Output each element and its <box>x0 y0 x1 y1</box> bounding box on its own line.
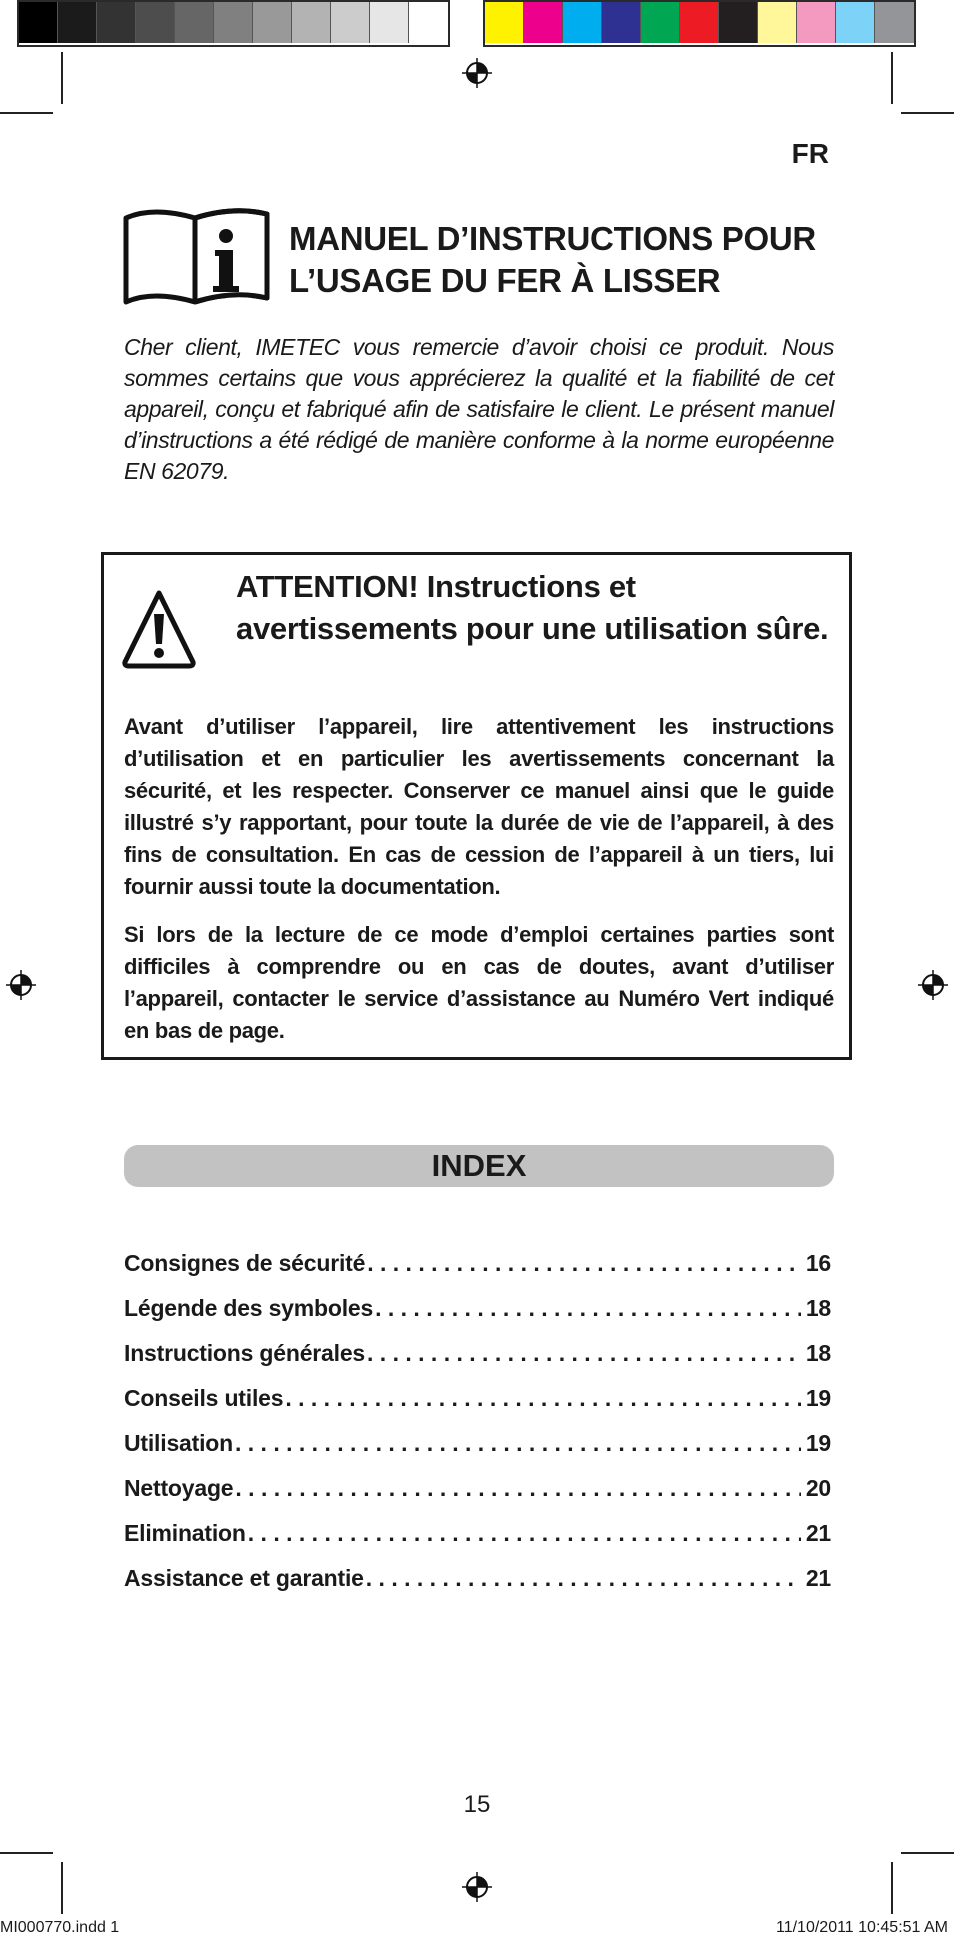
toc-entry-label: Assistance et garantie <box>124 1565 364 1591</box>
warning-triangle-icon <box>121 588 197 672</box>
toc-entry[interactable] <box>124 1520 831 1565</box>
color-swatch <box>214 2 253 43</box>
title-line-1: MANUEL D’INSTRUCTIONS POUR <box>289 220 816 257</box>
toc-entry[interactable] <box>124 1430 831 1475</box>
warning-paragraph-1: Avant d’utiliser l’appareil, lire attentivement les instructions d’utilisation et en particulier les avertissements concernant la sécurité, et les respecter. Conserver ce manuel ainsi que le guide illustré s’y rapportant, pour toute la durée de vie de l’appareil, à des fins de consultation. En cas de cession de l’appareil à un tiers, lui fournir aussi toute la documentation. <box>124 714 834 899</box>
toc-entry-page: 21 <box>805 1565 831 1591</box>
index-heading: INDEX <box>124 1145 834 1187</box>
color-swatch <box>19 2 58 43</box>
toc-leader-dots <box>367 1340 801 1367</box>
toc-entry-page: 18 <box>805 1295 831 1321</box>
toc-entry[interactable] <box>124 1250 831 1295</box>
crop-mark <box>891 1862 893 1914</box>
color-swatch <box>292 2 331 43</box>
crop-mark <box>901 1852 954 1854</box>
color-swatch <box>58 2 97 43</box>
toc-entry-page: 20 <box>805 1475 831 1501</box>
registration-mark-icon <box>462 58 492 88</box>
toc-entry-page: 19 <box>805 1385 831 1411</box>
grayscale-calibration-bar <box>17 0 450 47</box>
toc-entry-label: Instructions générales <box>124 1340 366 1366</box>
color-swatch <box>97 2 136 43</box>
crop-mark <box>0 112 53 114</box>
crop-mark <box>901 112 954 114</box>
title-line-2: L’USAGE DU FER À LISSER <box>289 262 721 299</box>
print-file-name: MI000770.indd 1 <box>0 1919 120 1936</box>
color-swatch <box>602 2 641 43</box>
print-timestamp: 11/10/2011 10:45:51 AM <box>776 1919 948 1936</box>
toc-entry[interactable] <box>124 1565 831 1610</box>
toc-entry-page: 21 <box>805 1520 831 1546</box>
toc-entry-label: Conseils utiles <box>124 1385 284 1411</box>
toc-entry[interactable] <box>124 1295 831 1340</box>
toc-entry-page: 16 <box>805 1250 831 1276</box>
color-swatch <box>758 2 797 43</box>
registration-mark-icon <box>462 1872 492 1902</box>
color-swatch <box>175 2 214 43</box>
color-swatch <box>524 2 563 43</box>
color-swatch <box>136 2 175 43</box>
toc-entry-label: Nettoyage <box>124 1475 234 1501</box>
toc-entry-label: Consignes de sécurité <box>124 1250 366 1276</box>
crop-mark <box>61 1862 63 1914</box>
instruction-manual-icon <box>123 204 271 308</box>
toc-leader-dots <box>235 1475 801 1502</box>
crop-mark <box>0 1852 53 1854</box>
toc-leader-dots <box>285 1385 801 1412</box>
crop-mark <box>61 52 63 104</box>
language-code: FR <box>791 138 829 169</box>
toc-entry[interactable] <box>124 1475 831 1520</box>
toc-leader-dots <box>367 1250 801 1277</box>
toc-entry-page: 18 <box>805 1340 831 1366</box>
toc-entry[interactable] <box>124 1340 831 1385</box>
color-swatch <box>485 2 524 43</box>
intro-paragraph: Cher client, IMETEC vous remercie d’avoir choisi ce produit. Nous sommes certains que vous apprécierez la qualité et la fiabilité de cet appareil, conçu et fabriqué afin de satisfaire le client. Le présent manuel d’instructions a été rédigé de manière conforme à la norme européenne EN 62079. <box>124 334 834 484</box>
color-swatch <box>797 2 836 43</box>
page-number: 15 <box>463 1791 491 1818</box>
crop-mark <box>891 52 893 104</box>
toc-entry-label: Légende des symboles <box>124 1295 374 1321</box>
color-swatch <box>719 2 758 43</box>
toc-entry-label: Utilisation <box>124 1430 233 1456</box>
manual-title <box>289 218 849 302</box>
color-swatch <box>409 2 448 43</box>
toc-leader-dots <box>375 1295 801 1322</box>
color-swatch <box>253 2 292 43</box>
table-of-contents <box>124 1250 831 1610</box>
toc-entry[interactable] <box>124 1385 831 1430</box>
toc-entry-label: Elimination <box>124 1520 246 1546</box>
warning-title: ATTENTION! Instructions et avertissements pour une utilisation sûre. <box>236 569 829 646</box>
registration-mark-icon <box>6 970 36 1000</box>
toc-leader-dots <box>235 1430 801 1457</box>
color-swatch <box>680 2 719 43</box>
color-swatch <box>370 2 409 43</box>
toc-leader-dots <box>248 1520 801 1547</box>
color-swatch <box>641 2 680 43</box>
toc-entry-page: 19 <box>805 1430 831 1456</box>
warning-paragraph-2: Si lors de la lecture de ce mode d’emploi certaines parties sont difficiles à comprendre ou en cas de doutes, avant d’utiliser l’appareil, contacter le service d’assistance au Numéro Vert indiqué en bas de page. <box>124 922 834 1043</box>
color-swatch <box>563 2 602 43</box>
color-swatch <box>875 2 914 43</box>
registration-mark-icon <box>918 970 948 1000</box>
toc-leader-dots <box>366 1565 801 1592</box>
color-swatch <box>331 2 370 43</box>
color-calibration-bar <box>483 0 916 47</box>
color-swatch <box>836 2 875 43</box>
